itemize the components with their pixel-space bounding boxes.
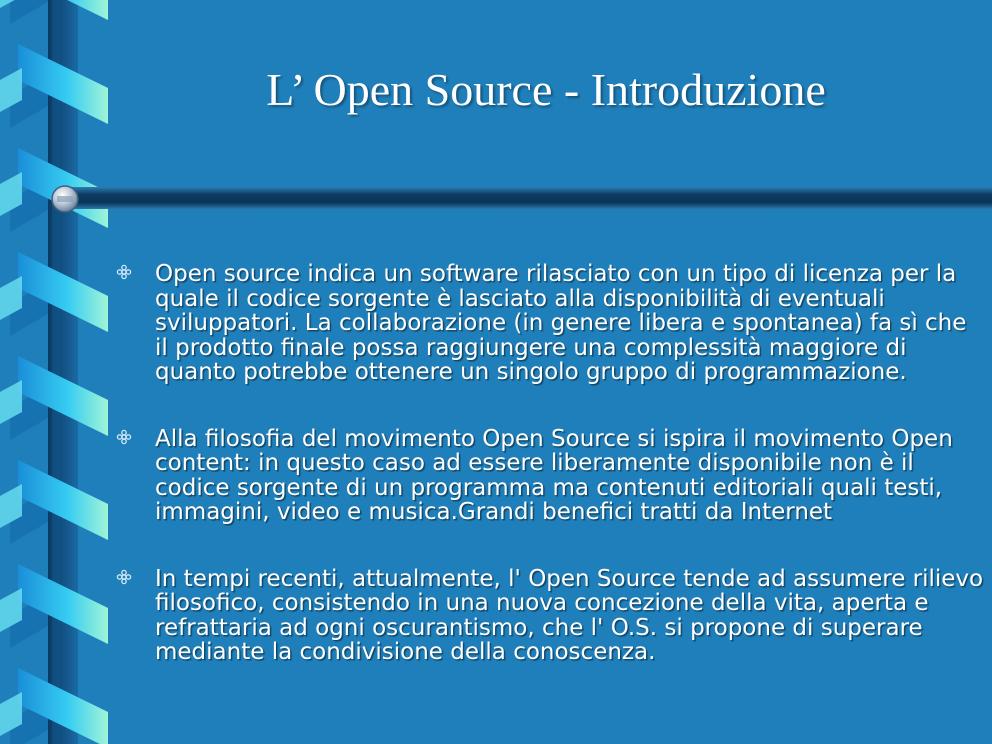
flower-bullet-icon: [116, 569, 132, 585]
slide-title: L’ Open Source - Introduzione: [266, 64, 826, 115]
flower-bullet-icon: [116, 264, 132, 280]
title-divider: [50, 183, 992, 213]
bullet-item: [116, 262, 984, 385]
bullet-text: Alla filosofia del movimento Open Source si ispira il movimento Open content: in questo caso ad essere liberamente disponibile non è il codice sorgente di un programma ma contenuti editoriali quali testi, immagini, video e musica.Grandi benefici tratti da Internet: [155, 425, 953, 525]
bullet-item: [116, 567, 984, 665]
ribbon-back-band: [10, 0, 48, 24]
bullet-item: [116, 427, 984, 525]
flower-bullet-icon: [116, 429, 132, 445]
bullet-list: [116, 262, 984, 707]
bullet-text: Open source indica un software rilasciato con un tipo di licenza per la quale il codice sorgente è lasciato alla disponibilità di eventuali sviluppatori. La collaborazione (in genere libera e spontanea) fa sì che il prodotto finale possa raggiungere una complessità maggiore di quanto potrebbe ottenere un singolo gruppo di programmazione.: [155, 261, 967, 385]
bullet-text: In tempi recenti, attualmente, l' Open Source tende ad assumere rilievo filosofico, consistendo in una nuova concezione della vita, aperta e refrattaria ad ogni oscurantismo, che l' O.S. si propone di superare mediante la condivisione della conoscenza.: [155, 565, 984, 665]
decorative-ribbon: [0, 0, 110, 744]
